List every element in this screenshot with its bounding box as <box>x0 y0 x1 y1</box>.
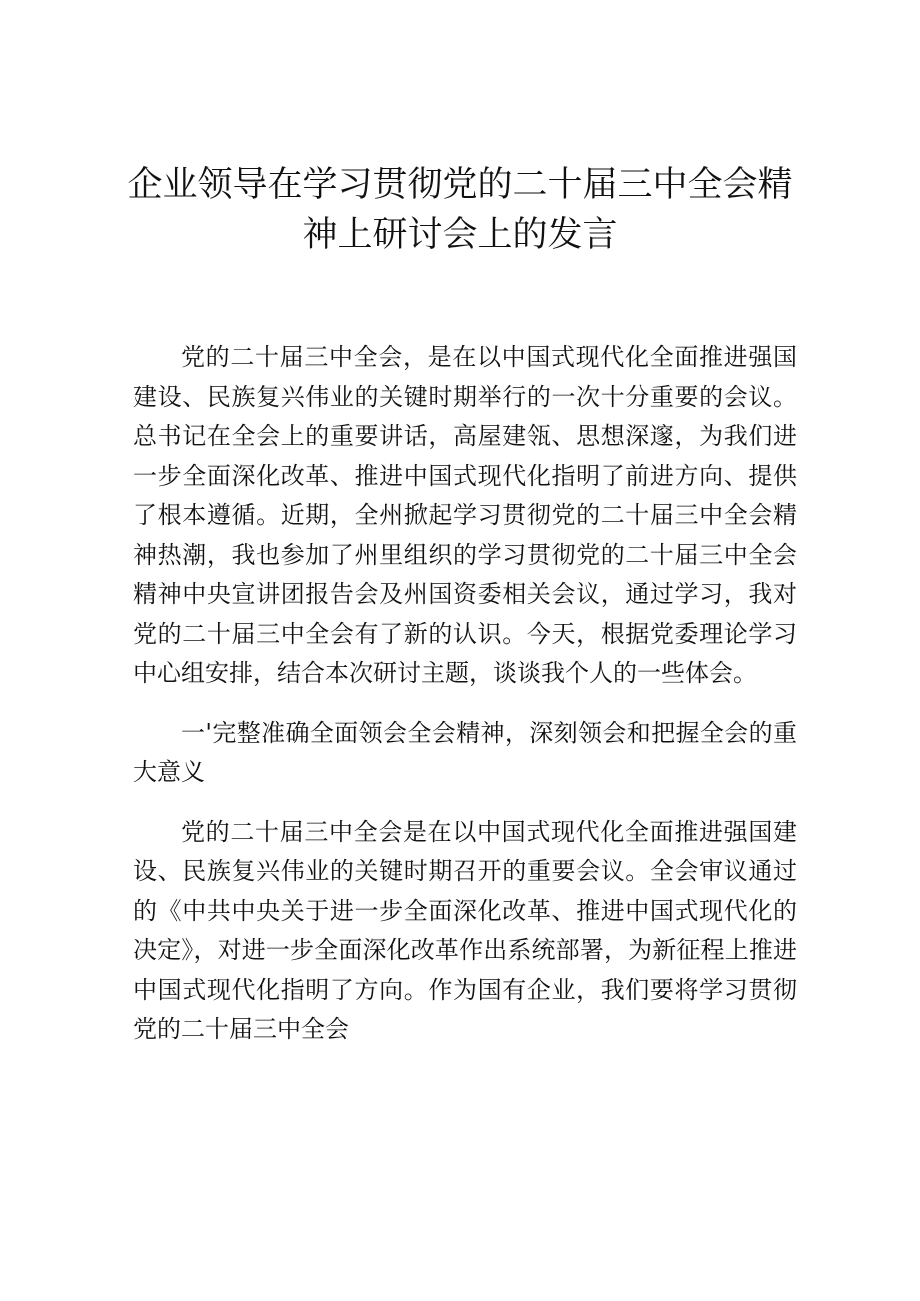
section-heading: 一'完整准确全面领会全会精神，深刻领会和把握全会的重大意义 <box>133 718 797 786</box>
title-line-2: 神上研讨会上的发言 <box>302 215 618 255</box>
title-line-1: 企业领导在学习贯彻党的二十届三中全会精 <box>127 165 793 205</box>
document-body <box>133 338 797 1050</box>
document-title <box>120 160 800 260</box>
body-paragraph: 党的二十届三中全会是在以中国式现代化全面推进强国建设、民族复兴伟业的关键时期召开的重要会议。全会审议通过的《中共中央关于进一步全面深化改革、推进中国式现代化的决定》，对进一步全面深化改革作出系统部署，为新征程上推进中国式现代化指明了方向。作为国有企业，我们要将学习贯彻党的二十届三中全会 <box>133 817 797 1043</box>
body-paragraph: 党的二十届三中全会，是在以中国式现代化全面推进强国建设、民族复兴伟业的关键时期举行的一次十分重要的会议。总书记在全会上的重要讲话，高屋建瓴、思想深邃，为我们进一步全面深化改革、推进中国式现代化指明了前进方向、提供了根本遵循。近期，全州掀起学习贯彻党的二十届三中全会精神热潮，我也参加了州里组织的学习贯彻党的二十届三中全会精神中央宣讲团报告会及州国资委相关会议，通过学习，我对党的二十届三中全会有了新的认识。今天，根据党委理论学习中心组安排，结合本次研讨主题，谈谈我个人的一些体会。 <box>133 343 797 687</box>
